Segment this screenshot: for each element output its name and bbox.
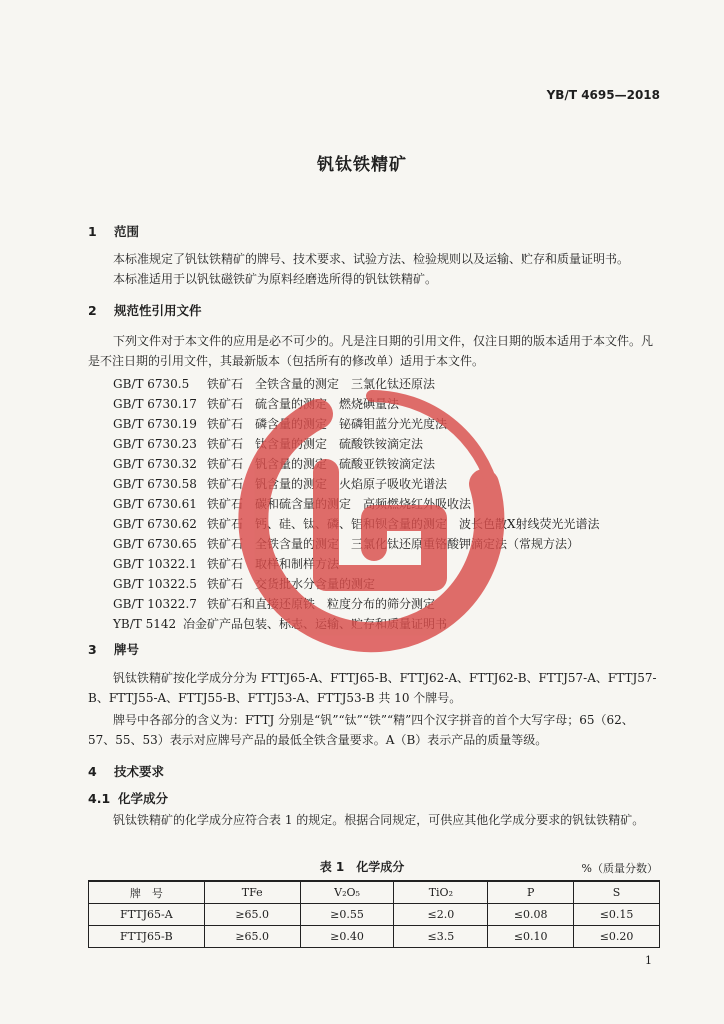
table-header-row [89,881,660,904]
table-row [89,904,660,926]
reference-item [113,374,600,394]
section-4-number: 4 [88,764,97,779]
reference-item [113,514,600,534]
reference-title: 铁矿石和直接还原铁 粒度分布的筛分测定 [207,597,436,611]
table-cell: ≤0.10 [488,926,574,948]
reference-title: 铁矿石 全铁含量的测定 三氯化钛还原法 [207,377,436,391]
section-3-heading [88,640,139,658]
reference-code: GB/T 6730.61 [113,497,197,511]
table-header-cell: 牌 号 [89,881,205,904]
reference-code: GB/T 6730.32 [113,457,197,471]
reference-code: GB/T 6730.65 [113,537,197,551]
table-header-cell: S [574,881,660,904]
table-header-cell: P [488,881,574,904]
reference-code: YB/T 5142 [113,617,177,631]
reference-code: GB/T 6730.17 [113,397,197,411]
reference-title: 铁矿石 钛含量的测定 硫酸铁铵滴定法 [207,437,424,451]
reference-code: GB/T 10322.5 [113,577,197,591]
reference-title: 铁矿石 钒含量的测定 硫酸亚铁铵滴定法 [207,457,436,471]
reference-title: 铁矿石 硫含量的测定 燃烧碘量法 [207,397,400,411]
reference-item [113,574,600,594]
section-4-1-para-1: 钒钛铁精矿的化学成分应符合表 1 的规定。根据合同规定，可供应其他化学成分要求的钒钛铁精矿。 [113,813,645,827]
table-unit: %（质量分数） [581,862,658,875]
table-caption: 表 1 化学成分 [319,860,405,874]
reference-title: 铁矿石 钙、硅、钛、磷、铝和钡含量的测定 波长色散X射线荧光光谱法 [207,517,600,531]
table-cell: ≥0.40 [300,926,394,948]
table-cell: ≥65.0 [204,926,300,948]
section-2-title: 规范性引用文件 [114,303,202,318]
section-2-heading [88,301,202,319]
reference-code: GB/T 6730.58 [113,477,197,491]
section-2-number: 2 [88,303,97,318]
reference-item [113,534,600,554]
chemical-composition-table [88,880,660,948]
section-4-1-number: 4.1 [88,791,111,806]
table-cell: ≤3.5 [394,926,488,948]
reference-code: GB/T 6730.23 [113,437,197,451]
section-3-para-2: 牌号中各部分的含义为：FTTJ 分别是“钒”“钛”“铁”“精”四个汉字拼音的首个大写字母；65（62、57、55、53）表示对应牌号产品的最低全铁含量要求。A（B）表示产品的质量等级。 [88,713,634,747]
reference-title: 铁矿石 磷含量的测定 铋磷钼蓝分光光度法 [207,417,448,431]
reference-code: GB/T 10322.1 [113,557,197,571]
section-1-number: 1 [88,224,97,239]
page-number: 1 [645,954,652,967]
table-header-cell: V₂O₅ [300,881,394,904]
reference-item [113,614,600,634]
section-4-1-title: 化学成分 [118,791,169,806]
section-3-para-1: 钒钛铁精矿按化学成分分为 FTTJ65-A、FTTJ65-B、FTTJ62-A、FTTJ62-B、FTTJ57-A、FTTJ57-B、FTTJ55-A、FTTJ55-B、FTTJ53-A、FTTJ53-B 共 10 个牌号。 [88,671,657,705]
reference-item [113,394,600,414]
reference-title: 铁矿石 全铁含量的测定 三氯化钛还原重铬酸钾滴定法（常规方法） [207,537,580,551]
reference-item [113,474,600,494]
standard-code: YB/T 4695—2018 [546,88,660,102]
table-cell: FTTJ65-B [89,926,205,948]
table-header-cell: TFe [204,881,300,904]
table-cell: FTTJ65-A [89,904,205,926]
section-4-1-heading [88,789,168,807]
reference-item [113,454,600,474]
reference-code: GB/T 6730.62 [113,517,197,531]
reference-title: 冶金矿产品包装、标志、运输、贮存和质量证明书 [183,617,448,631]
reference-item [113,594,600,614]
table-header-cell: TiO₂ [394,881,488,904]
reference-title: 铁矿石 交货批水分含量的测定 [207,577,376,591]
reference-code: GB/T 6730.19 [113,417,197,431]
reference-item [113,554,600,574]
reference-code: GB/T 10322.7 [113,597,197,611]
table-cell: ≤2.0 [394,904,488,926]
section-1-para-1: 本标准规定了钒钛铁精矿的牌号、技术要求、试验方法、检验规则以及运输、贮存和质量证明书。 [113,252,630,266]
section-1-para-2: 本标准适用于以钒钛磁铁矿为原料经磨选所得的钒钛铁精矿。 [113,272,438,286]
table-cell: ≥65.0 [204,904,300,926]
table-cell: ≤0.08 [488,904,574,926]
document-title: 钒钛铁精矿 [317,155,407,175]
table-cell: ≤0.20 [574,926,660,948]
section-1-title: 范围 [114,224,140,239]
section-3-number: 3 [88,642,97,657]
reference-list [113,374,600,634]
reference-item [113,414,600,434]
reference-title: 铁矿石 碳和硫含量的测定 高频燃烧红外吸收法 [207,497,472,511]
reference-title: 铁矿石 取样和制样方法 [207,557,340,571]
section-3-title: 牌号 [114,642,140,657]
section-2-para-1: 下列文件对于本文件的应用是必不可少的。凡是注日期的引用文件，仅注日期的版本适用于本文件。凡是不注日期的引用文件，其最新版本（包括所有的修改单）适用于本文件。 [88,334,654,368]
reference-item [113,434,600,454]
table-cell: ≥0.55 [300,904,394,926]
table-row [89,926,660,948]
reference-title: 铁矿石 钒含量的测定 火焰原子吸收光谱法 [207,477,448,491]
reference-item [113,494,600,514]
section-4-heading [88,762,164,780]
section-1-heading [88,222,139,240]
table-cell: ≤0.15 [574,904,660,926]
section-4-title: 技术要求 [114,764,165,779]
reference-code: GB/T 6730.5 [113,377,190,391]
